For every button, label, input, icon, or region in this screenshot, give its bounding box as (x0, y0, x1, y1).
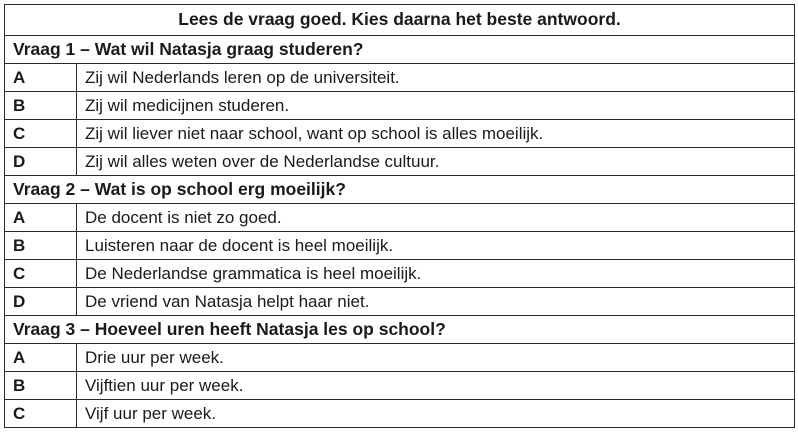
option-row[interactable] (5, 232, 795, 260)
option-row[interactable] (5, 204, 795, 232)
option-text: Vijftien uur per week. (77, 372, 795, 400)
option-row[interactable] (5, 372, 795, 400)
option-row[interactable] (5, 344, 795, 372)
option-text: Zij wil alles weten over de Nederlandse cultuur. (77, 148, 795, 176)
option-text: De docent is niet zo goed. (77, 204, 795, 232)
option-letter: C (5, 260, 77, 288)
question-row (5, 176, 795, 204)
instructions-title: Lees de vraag goed. Kies daarna het beste antwoord. (5, 5, 795, 36)
option-letter: B (5, 232, 77, 260)
option-letter: B (5, 92, 77, 120)
option-text: Zij wil Nederlands leren op de universiteit. (77, 64, 795, 92)
option-letter: A (5, 344, 77, 372)
question-heading: Vraag 3 – Hoeveel uren heeft Natasja les op school? (5, 316, 795, 344)
option-text: Drie uur per week. (77, 344, 795, 372)
option-row[interactable] (5, 120, 795, 148)
option-letter: C (5, 400, 77, 428)
question-heading: Vraag 1 – Wat wil Natasja graag studeren? (5, 36, 795, 64)
option-letter: C (5, 120, 77, 148)
option-text: Luisteren naar de docent is heel moeilijk. (77, 232, 795, 260)
option-row[interactable] (5, 92, 795, 120)
option-letter: A (5, 204, 77, 232)
option-row[interactable] (5, 400, 795, 428)
option-letter: D (5, 148, 77, 176)
question-row (5, 316, 795, 344)
option-row[interactable] (5, 260, 795, 288)
option-text: Zij wil medicijnen studeren. (77, 92, 795, 120)
option-text: De vriend van Natasja helpt haar niet. (77, 288, 795, 316)
question-heading: Vraag 2 – Wat is op school erg moeilijk? (5, 176, 795, 204)
title-row (5, 5, 795, 36)
question-row (5, 36, 795, 64)
option-row[interactable] (5, 148, 795, 176)
option-text: De Nederlandse grammatica is heel moeilijk. (77, 260, 795, 288)
option-text: Zij wil liever niet naar school, want op school is alles moeilijk. (77, 120, 795, 148)
quiz-table (4, 4, 795, 428)
option-row[interactable] (5, 288, 795, 316)
option-letter: D (5, 288, 77, 316)
option-letter: B (5, 372, 77, 400)
option-text: Vijf uur per week. (77, 400, 795, 428)
option-row[interactable] (5, 64, 795, 92)
option-letter: A (5, 64, 77, 92)
